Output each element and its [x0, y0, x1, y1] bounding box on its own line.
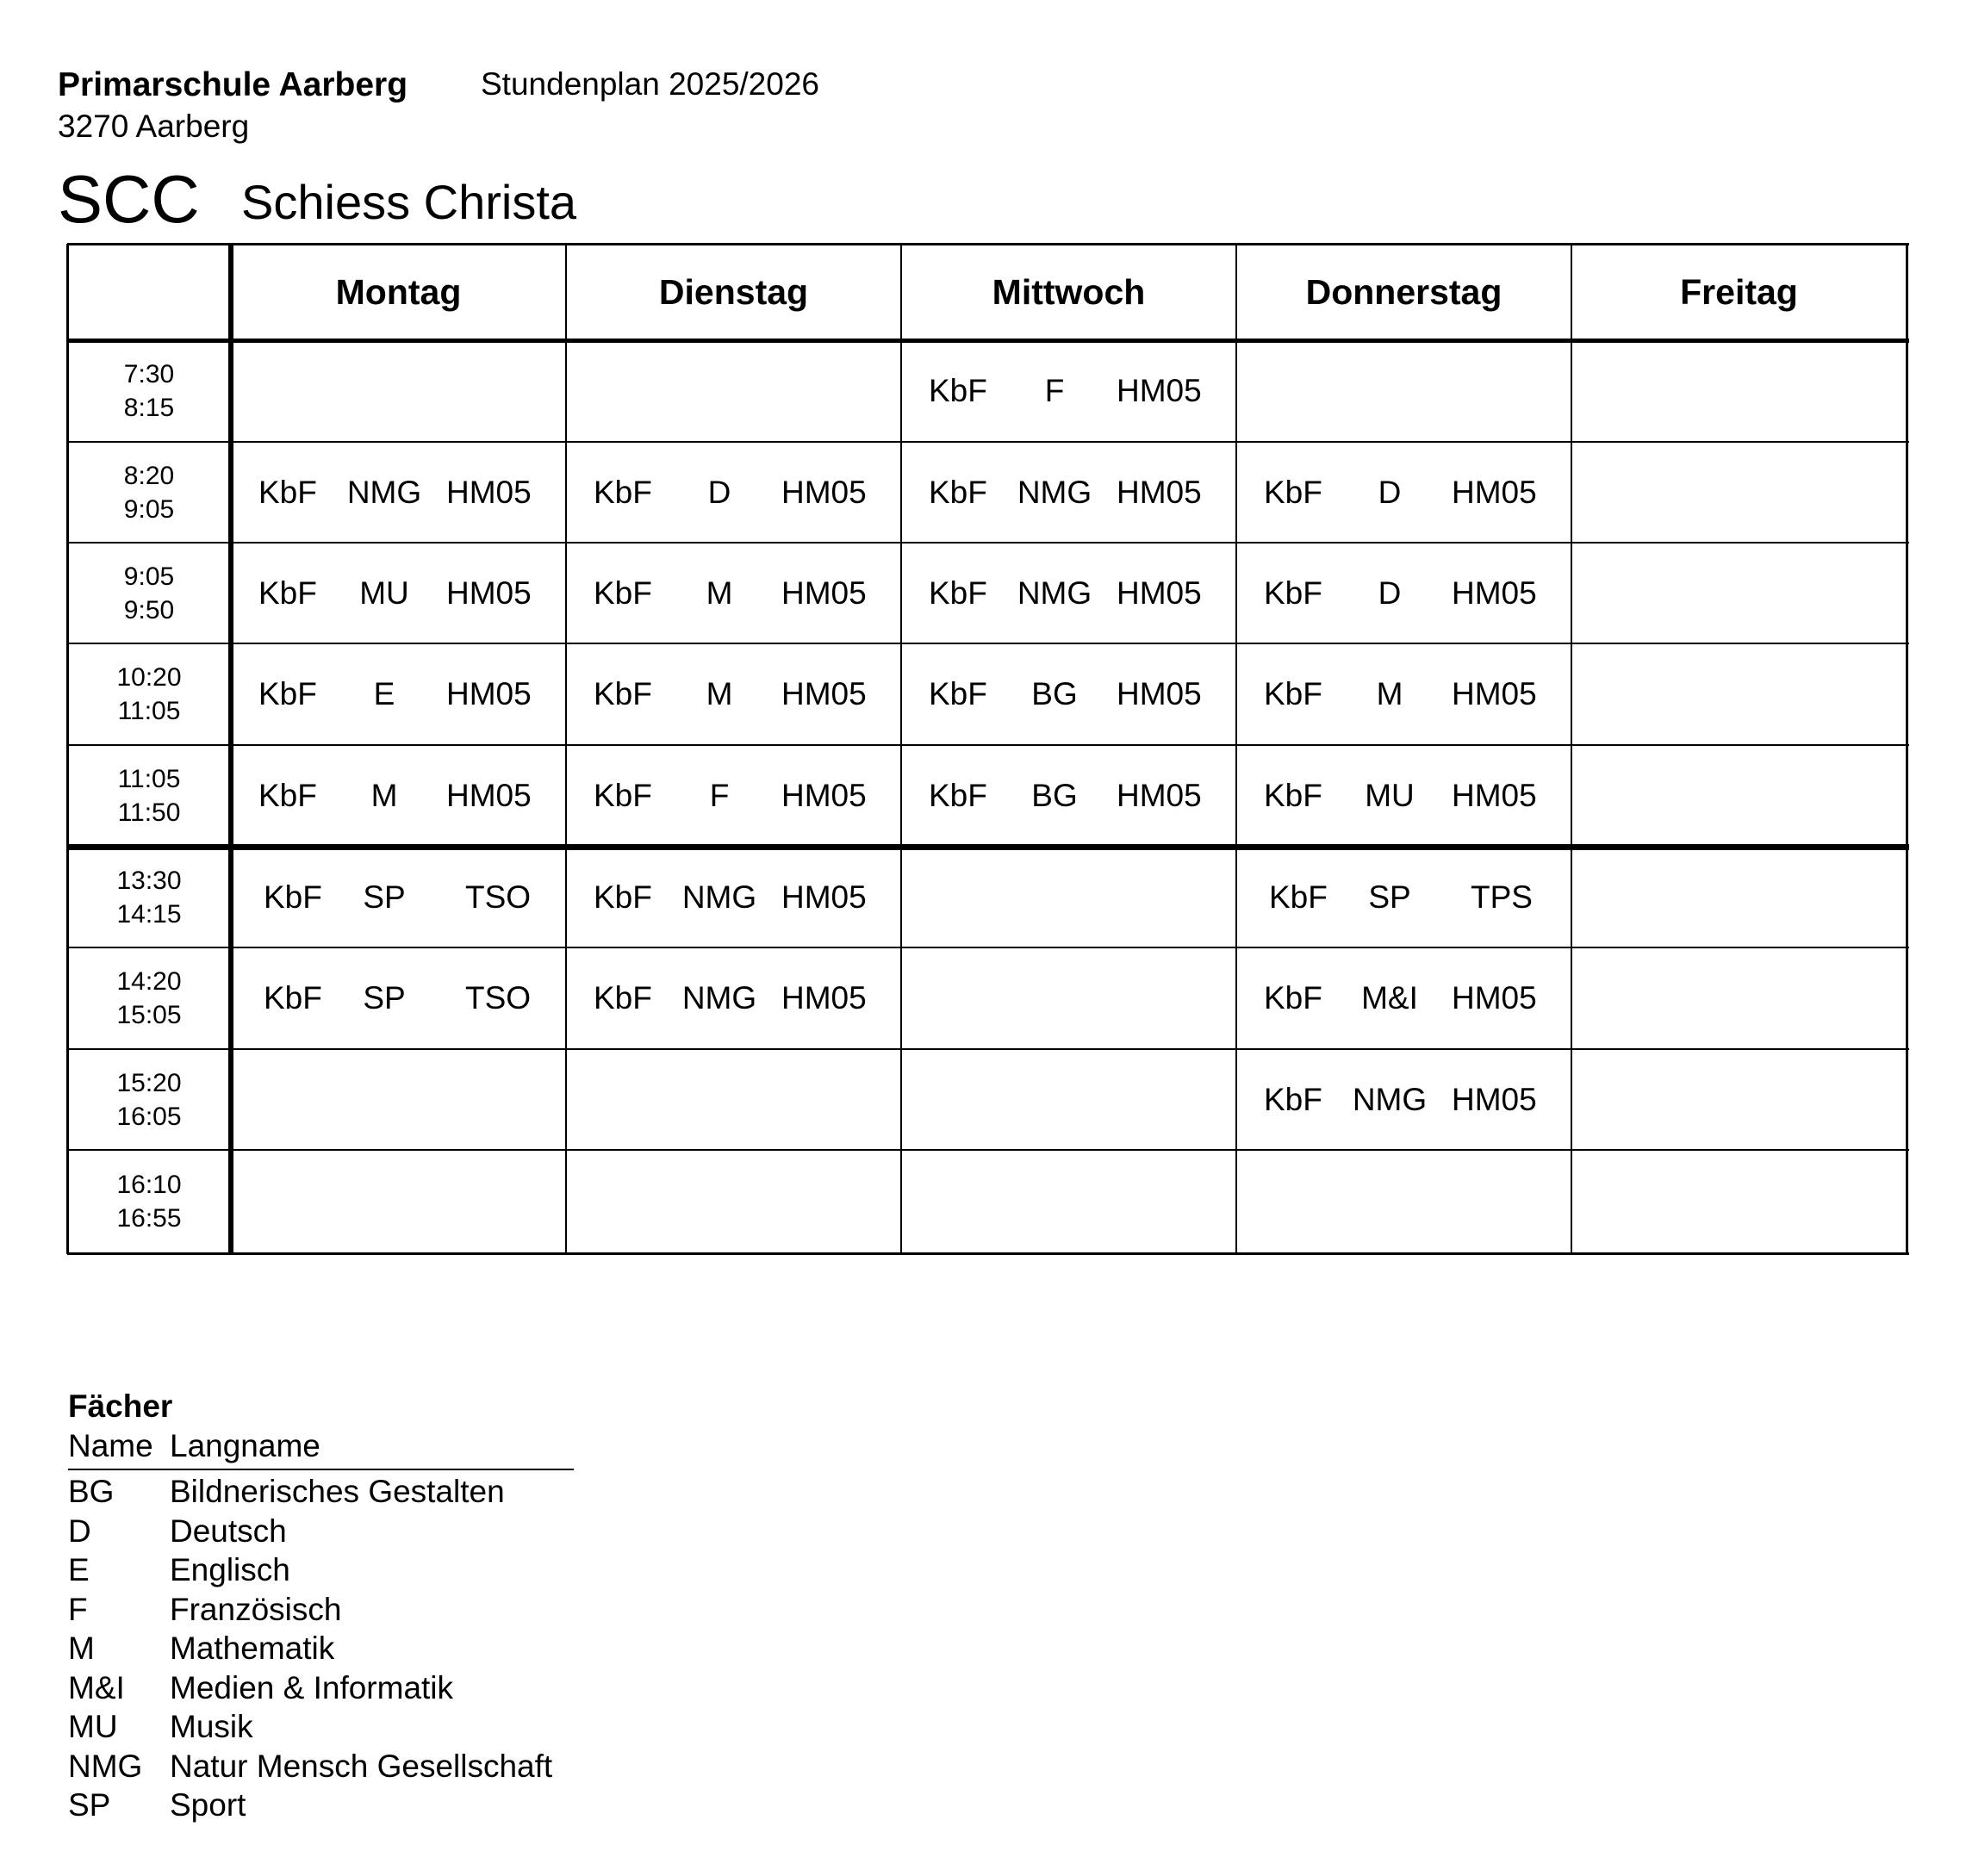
lesson-cell	[901, 1049, 1236, 1150]
period-end: 9:05	[123, 494, 175, 524]
legend-header	[68, 1428, 574, 1470]
period-end: 16:55	[116, 1204, 182, 1233]
lesson-subject: M&I	[1361, 980, 1418, 1016]
lesson-room: HM05	[781, 575, 867, 611]
lesson-room: HM05	[781, 879, 867, 915]
lesson-cell[interactable]	[231, 847, 566, 947]
lesson-room: HM05	[446, 778, 532, 813]
lesson-cell[interactable]	[566, 847, 901, 947]
legend-item	[68, 1787, 574, 1827]
lesson-class: KbF	[264, 980, 322, 1016]
period-start: 9:05	[123, 562, 175, 591]
legend-item	[68, 1631, 574, 1670]
lesson-room: HM05	[1117, 778, 1202, 813]
legend-longname: Natur Mensch Gesellschaft	[170, 1748, 553, 1784]
lesson-cell	[901, 947, 1236, 1049]
legend-code: D	[68, 1513, 91, 1549]
subject-legend	[68, 1388, 574, 1827]
lesson-class: KbF	[1264, 676, 1322, 711]
day-header-montag: Montag	[335, 271, 462, 312]
lesson-cell[interactable]	[566, 947, 901, 1049]
legend-longname: Medien & Informatik	[170, 1669, 454, 1705]
legend-code: M	[68, 1631, 95, 1666]
lesson-cell[interactable]	[566, 543, 901, 643]
lesson-cell[interactable]	[901, 340, 1236, 442]
period-start: 7:30	[123, 360, 175, 388]
lesson-cell	[231, 340, 566, 442]
period-start: 15:20	[116, 1068, 182, 1097]
school-place: 3270 Aarberg	[58, 109, 250, 144]
legend-col-longname: Langname	[170, 1428, 320, 1463]
lesson-cell	[1571, 745, 1907, 847]
lesson-cell	[901, 847, 1236, 947]
day-header-mittwoch: Mittwoch	[992, 271, 1146, 312]
lesson-subject: M	[1376, 676, 1403, 711]
lesson-cell	[231, 1049, 566, 1150]
lesson-room: HM05	[1117, 676, 1202, 711]
legend-longname: Musik	[170, 1709, 253, 1744]
lesson-room: HM05	[1452, 778, 1537, 813]
lesson-cell[interactable]	[1236, 745, 1571, 847]
lesson-room: HM05	[781, 980, 867, 1016]
period-end: 14:15	[116, 899, 182, 929]
legend-code: NMG	[68, 1748, 143, 1784]
lesson-class: KbF	[929, 474, 987, 510]
legend-code: MU	[68, 1709, 118, 1744]
legend-code: M&I	[68, 1669, 125, 1705]
lesson-cell	[1571, 947, 1907, 1049]
lesson-cell[interactable]	[231, 745, 566, 847]
timetable	[67, 244, 1909, 1259]
lesson-subject: MU	[1365, 778, 1415, 813]
period-time	[67, 340, 231, 442]
lesson-subject: BG	[1031, 778, 1078, 813]
lesson-room: HM05	[781, 778, 867, 813]
plan-title: Stundenplan 2025/2026	[481, 66, 819, 102]
lesson-subject: SP	[363, 879, 406, 915]
legend-longname: Sport	[170, 1787, 246, 1823]
lesson-cell[interactable]	[1236, 543, 1571, 643]
teacher-name: Schiess Christa	[241, 175, 577, 229]
lesson-subject: M	[706, 676, 733, 711]
legend-longname: Bildnerisches Gestalten	[170, 1474, 505, 1509]
lesson-room: TSO	[465, 879, 532, 915]
period-start: 8:20	[123, 461, 175, 490]
period-time	[67, 643, 231, 745]
lesson-cell[interactable]	[231, 543, 566, 643]
period-end: 16:05	[116, 1102, 182, 1131]
lesson-class: KbF	[1264, 575, 1322, 611]
lesson-cell	[566, 1150, 901, 1253]
period-time	[67, 442, 231, 543]
legend-code: BG	[68, 1474, 115, 1509]
lesson-class: KbF	[258, 474, 317, 510]
lesson-subject: F	[1044, 373, 1065, 408]
period-start: 16:10	[116, 1171, 182, 1199]
lesson-cell	[901, 1150, 1236, 1253]
lesson-cell[interactable]	[231, 643, 566, 745]
lesson-subject: NMG	[1352, 1081, 1428, 1117]
legend-longname: Englisch	[170, 1552, 290, 1587]
lesson-room: HM05	[1117, 575, 1202, 611]
lesson-subject: F	[709, 778, 730, 813]
lesson-subject: SP	[363, 980, 406, 1016]
lesson-class: KbF	[258, 676, 317, 711]
legend-item	[68, 1513, 574, 1553]
lesson-room: HM05	[1117, 373, 1202, 408]
period-time	[67, 1150, 231, 1253]
lesson-room: HM05	[446, 474, 532, 510]
legend-col-name: Name	[68, 1428, 153, 1463]
lesson-class: KbF	[929, 778, 987, 813]
lesson-cell[interactable]	[231, 442, 566, 543]
legend-longname: Deutsch	[170, 1513, 287, 1549]
lesson-class: KbF	[594, 879, 652, 915]
lesson-subject: NMG	[1017, 575, 1092, 611]
lesson-class: KbF	[1264, 778, 1322, 813]
lesson-cell[interactable]	[1236, 442, 1571, 543]
period-time	[67, 543, 231, 643]
lesson-room: TPS	[1471, 879, 1533, 915]
day-header-freitag: Freitag	[1680, 271, 1798, 312]
lesson-class: KbF	[929, 676, 987, 711]
lesson-subject: D	[1378, 474, 1402, 510]
period-end: 11:05	[117, 697, 181, 725]
period-time	[67, 1049, 231, 1150]
teacher-code: SCC	[58, 161, 200, 237]
lesson-cell	[566, 1049, 901, 1150]
period-end: 11:50	[117, 798, 181, 827]
legend-code: E	[68, 1552, 90, 1587]
lesson-room: HM05	[1452, 575, 1537, 611]
lesson-room: HM05	[781, 676, 867, 711]
lesson-subject: NMG	[681, 980, 757, 1016]
legend-item	[68, 1709, 574, 1749]
lesson-cell[interactable]	[1236, 847, 1571, 947]
lesson-cell[interactable]	[1236, 643, 1571, 745]
lesson-subject: M	[370, 778, 398, 813]
lesson-cell	[1571, 1049, 1907, 1150]
lesson-subject: NMG	[681, 879, 757, 915]
lesson-class: KbF	[594, 676, 652, 711]
period-end: 9:50	[123, 595, 175, 624]
lesson-cell[interactable]	[566, 643, 901, 745]
lesson-room: HM05	[1452, 474, 1537, 510]
legend-longname: Französisch	[170, 1591, 342, 1627]
lesson-cell	[566, 340, 901, 442]
lesson-class: KbF	[258, 778, 317, 813]
legend-item	[68, 1474, 574, 1513]
lesson-room: HM05	[781, 474, 867, 510]
legend-item	[68, 1592, 574, 1631]
legend-item	[68, 1552, 574, 1592]
legend-code: SP	[68, 1787, 111, 1823]
period-start: 13:30	[116, 866, 182, 895]
lesson-room: HM05	[1452, 676, 1537, 711]
legend-item	[68, 1749, 574, 1788]
lesson-subject: NMG	[346, 474, 422, 510]
lesson-room: HM05	[446, 575, 532, 611]
lesson-cell	[1236, 1150, 1571, 1253]
legend-title: Fächer	[68, 1388, 173, 1424]
lesson-subject: SP	[1368, 879, 1411, 915]
lesson-cell[interactable]	[566, 442, 901, 543]
legend-rows	[68, 1474, 574, 1827]
lesson-cell	[1571, 340, 1907, 442]
lesson-subject: D	[707, 474, 731, 510]
legend-longname: Mathematik	[170, 1631, 335, 1666]
period-start: 10:20	[116, 663, 182, 692]
school-name: Primarschule Aarberg	[58, 66, 408, 103]
period-time	[67, 947, 231, 1049]
lesson-cell[interactable]	[901, 745, 1236, 847]
legend-item	[68, 1670, 574, 1710]
lesson-subject: E	[373, 676, 395, 711]
lesson-cell[interactable]	[901, 442, 1236, 543]
period-end: 15:05	[116, 1001, 182, 1029]
lesson-cell[interactable]	[231, 947, 566, 1049]
lesson-room: HM05	[1452, 980, 1537, 1016]
lesson-class: KbF	[1264, 1081, 1322, 1117]
lesson-subject: NMG	[1017, 474, 1092, 510]
period-time	[67, 745, 231, 847]
lesson-cell	[1571, 847, 1907, 947]
lesson-subject: D	[1378, 575, 1402, 611]
lesson-cell[interactable]	[901, 643, 1236, 745]
lesson-cell[interactable]	[901, 543, 1236, 643]
lesson-cell[interactable]	[1236, 947, 1571, 1049]
lesson-cell	[1236, 340, 1571, 442]
lesson-cell	[1571, 442, 1907, 543]
lesson-class: KbF	[929, 373, 987, 408]
day-header-donnerstag: Donnerstag	[1305, 271, 1502, 312]
lesson-cell	[1571, 543, 1907, 643]
lesson-cell[interactable]	[566, 745, 901, 847]
lesson-class: KbF	[258, 575, 317, 611]
lesson-class: KbF	[594, 778, 652, 813]
day-header-dienstag: Dienstag	[658, 271, 809, 312]
lesson-cell[interactable]	[1236, 1049, 1571, 1150]
lesson-room: HM05	[446, 676, 532, 711]
lesson-room: TSO	[465, 980, 532, 1016]
lesson-room: HM05	[1452, 1081, 1537, 1117]
lesson-room: HM05	[1117, 474, 1202, 510]
period-end: 8:15	[123, 394, 175, 422]
lesson-class: KbF	[1264, 474, 1322, 510]
period-time	[67, 847, 231, 947]
period-start: 14:20	[116, 967, 182, 996]
lesson-class: KbF	[929, 575, 987, 611]
lesson-class: KbF	[264, 879, 322, 915]
legend-code: F	[68, 1591, 88, 1627]
lesson-subject: M	[706, 575, 733, 611]
lesson-cell	[1571, 1150, 1907, 1253]
lesson-cell	[231, 1150, 566, 1253]
lesson-class: KbF	[594, 474, 652, 510]
lesson-subject: BG	[1031, 676, 1078, 711]
lesson-class: KbF	[594, 575, 652, 611]
lesson-subject: MU	[359, 575, 409, 611]
lesson-class: KbF	[594, 980, 652, 1016]
lesson-class: KbF	[1269, 879, 1328, 915]
lesson-class: KbF	[1264, 980, 1322, 1016]
period-start: 11:05	[117, 765, 181, 793]
lesson-cell	[1571, 643, 1907, 745]
